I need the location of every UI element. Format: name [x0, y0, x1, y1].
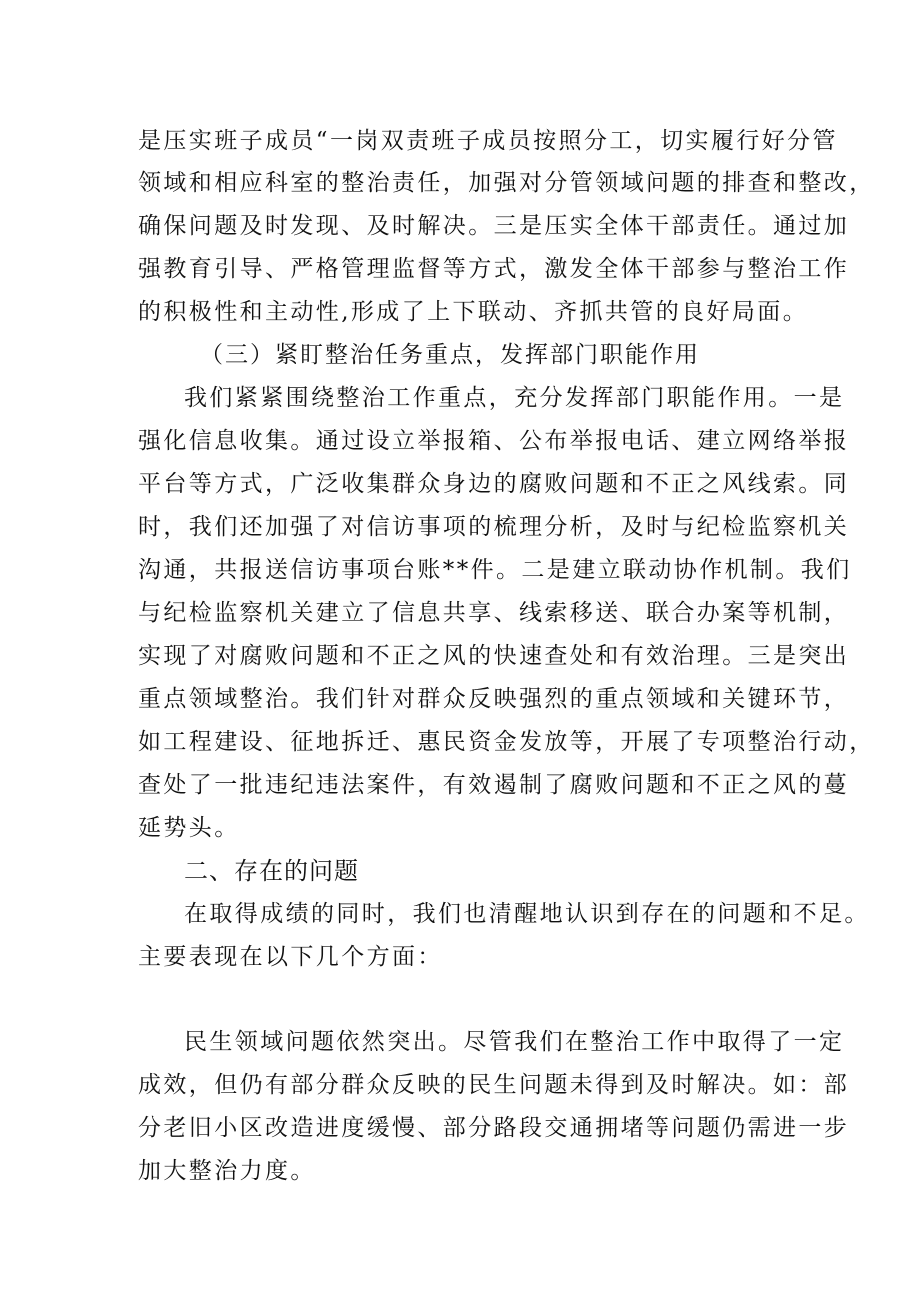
body-text-line: 查处了一批违纪违法案件，有效遏制了腐败问题和不正之风的蔓	[138, 772, 850, 798]
body-text-line: 加大整治力度。	[138, 1158, 316, 1184]
paragraph-first-line: 民生领域问题依然突出。尽管我们在整治工作中取得了一定	[184, 1029, 845, 1055]
body-text-line: 实现了对腐败问题和不正之风的快速查处和有效治理。三是突出	[138, 643, 850, 669]
body-text-line: 时，我们还加强了对信访事项的梳理分析，及时与纪检监察机关	[138, 514, 850, 540]
body-text-line: 延势头。	[138, 815, 240, 841]
body-text-line: 强化信息收集。通过设立举报箱、公布举报电话、建立网络举报	[138, 428, 850, 454]
body-text-line: 的积极性和主动性,形成了上下联动、齐抓共管的良好局面。	[138, 299, 809, 325]
body-text-line: 是压实班子成员“一岗双责班子成员按照分工，切实履行好分管	[138, 128, 838, 154]
body-text-line: 重点领域整治。我们针对群众反映强烈的重点领域和关键环节，	[138, 686, 850, 712]
paragraph-first-line: 在取得成绩的同时，我们也清醒地认识到存在的问题和不足。	[184, 901, 870, 927]
body-text-line: 平台等方式，广泛收集群众身边的腐败问题和不正之风线索。同	[138, 471, 850, 497]
body-text-line: 确保问题及时发现、及时解决。三是压实全体干部责任。通过加	[138, 213, 850, 239]
section-subheading: （三）紧盯整治任务重点，发挥部门职能作用	[200, 342, 700, 368]
body-text-line: 沟通，共报送信访事项台账**件。二是建立联动协作机制。我们	[138, 557, 852, 583]
body-text-line: 成效，但仍有部分群众反映的民生问题未得到及时解决。如：部	[138, 1072, 850, 1098]
body-text-line: 领域和相应科室的整治责任，加强对分管领域问题的排查和整改，	[138, 170, 875, 196]
section-heading: 二、存在的问题	[184, 857, 359, 885]
body-text-line: 分老旧小区改造进度缓慢、部分路段交通拥堵等问题仍需进一步	[138, 1115, 850, 1141]
body-text-line: 如工程建设、征地拆迁、惠民资金发放等，开展了专项整治行动，	[138, 729, 875, 755]
paragraph-first-line: 我们紧紧围绕整治工作重点，充分发挥部门职能作用。一是	[184, 385, 845, 411]
body-text-line: 强教育引导、严格管理监督等方式，激发全体干部参与整治工作	[138, 256, 850, 282]
body-text-line: 主要表现在以下几个方面：	[138, 944, 443, 970]
body-text-line: 与纪检监察机关建立了信息共享、线索移送、联合办案等机制，	[138, 600, 850, 626]
